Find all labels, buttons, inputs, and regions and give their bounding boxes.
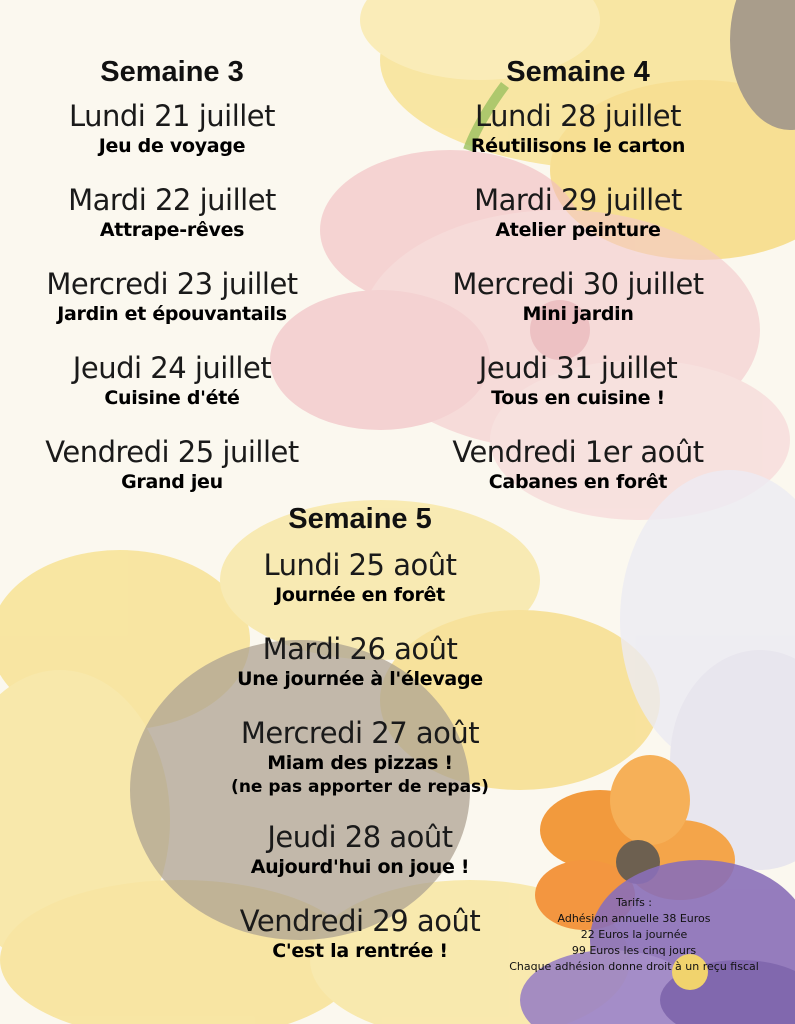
week-4-activity-1: Réutilisons le carton <box>470 135 686 157</box>
week-4-day-3: Mercredi 30 juillet <box>452 267 704 301</box>
week-4-day-5: Vendredi 1er août <box>452 435 704 469</box>
week-3-day-3: Mercredi 23 juillet <box>46 267 298 301</box>
week-5-activity-3-note: (ne pas apporter de repas) <box>231 777 489 797</box>
week-4-activity-5: Cabanes en forêt <box>488 471 668 493</box>
week-3-day-1: Lundi 21 juillet <box>68 99 276 133</box>
week-3-day-4: Jeudi 24 juillet <box>72 351 272 385</box>
week-5-day-5: Vendredi 29 août <box>239 904 481 938</box>
week-3-activity-2: Attrape-rêves <box>99 219 245 241</box>
week-4-day-1: Lundi 28 juillet <box>474 99 682 133</box>
week-5-column <box>210 502 510 988</box>
week-4-title: Semaine 4 <box>506 56 650 88</box>
week-5-activity-2: Une journée à l'élevage <box>237 668 483 690</box>
tarifs-line-1: Adhésion annuelle 38 Euros <box>557 912 711 925</box>
week-5-day-2: Mardi 26 août <box>262 632 458 666</box>
week-4-activity-2: Atelier peinture <box>495 219 661 241</box>
week-4-column <box>428 55 728 519</box>
week-3-day-5: Vendredi 25 juillet <box>45 435 299 469</box>
tarifs-line-4: Chaque adhésion donne droit à un reçu fiscal <box>509 960 759 973</box>
week-5-day-4: Jeudi 28 août <box>267 820 453 854</box>
week-4-day-2: Mardi 29 juillet <box>474 183 682 217</box>
week-5-title: Semaine 5 <box>288 503 432 535</box>
week-3-activity-1: Jeu de voyage <box>98 135 246 157</box>
week-5-activity-5: C'est la rentrée ! <box>272 940 448 962</box>
week-4-activity-4: Tous en cuisine ! <box>491 387 665 409</box>
tarifs-box <box>493 895 775 975</box>
week-3-activity-5: Grand jeu <box>121 471 223 493</box>
tarifs-line-2: 22 Euros la journée <box>580 928 688 941</box>
week-3-title: Semaine 3 <box>100 56 244 88</box>
week-3-day-2: Mardi 22 juillet <box>68 183 276 217</box>
tarifs-line-3: 99 Euros les cinq jours <box>571 944 697 957</box>
week-5-day-1: Lundi 25 août <box>263 548 457 582</box>
week-5-activity-3: Miam des pizzas ! <box>267 752 453 774</box>
week-5-activity-1: Journée en forêt <box>275 584 445 606</box>
week-3-activity-3: Jardin et épouvantails <box>57 303 287 325</box>
week-5-activity-4: Aujourd'hui on joue ! <box>250 856 470 878</box>
week-4-activity-3: Mini jardin <box>522 303 634 325</box>
week-3-column <box>22 55 322 519</box>
week-3-activity-4: Cuisine d'été <box>104 387 240 409</box>
week-4-day-4: Jeudi 31 juillet <box>478 351 678 385</box>
tarifs-title: Tarifs : <box>615 896 653 909</box>
week-5-day-3: Mercredi 27 août <box>240 716 480 750</box>
